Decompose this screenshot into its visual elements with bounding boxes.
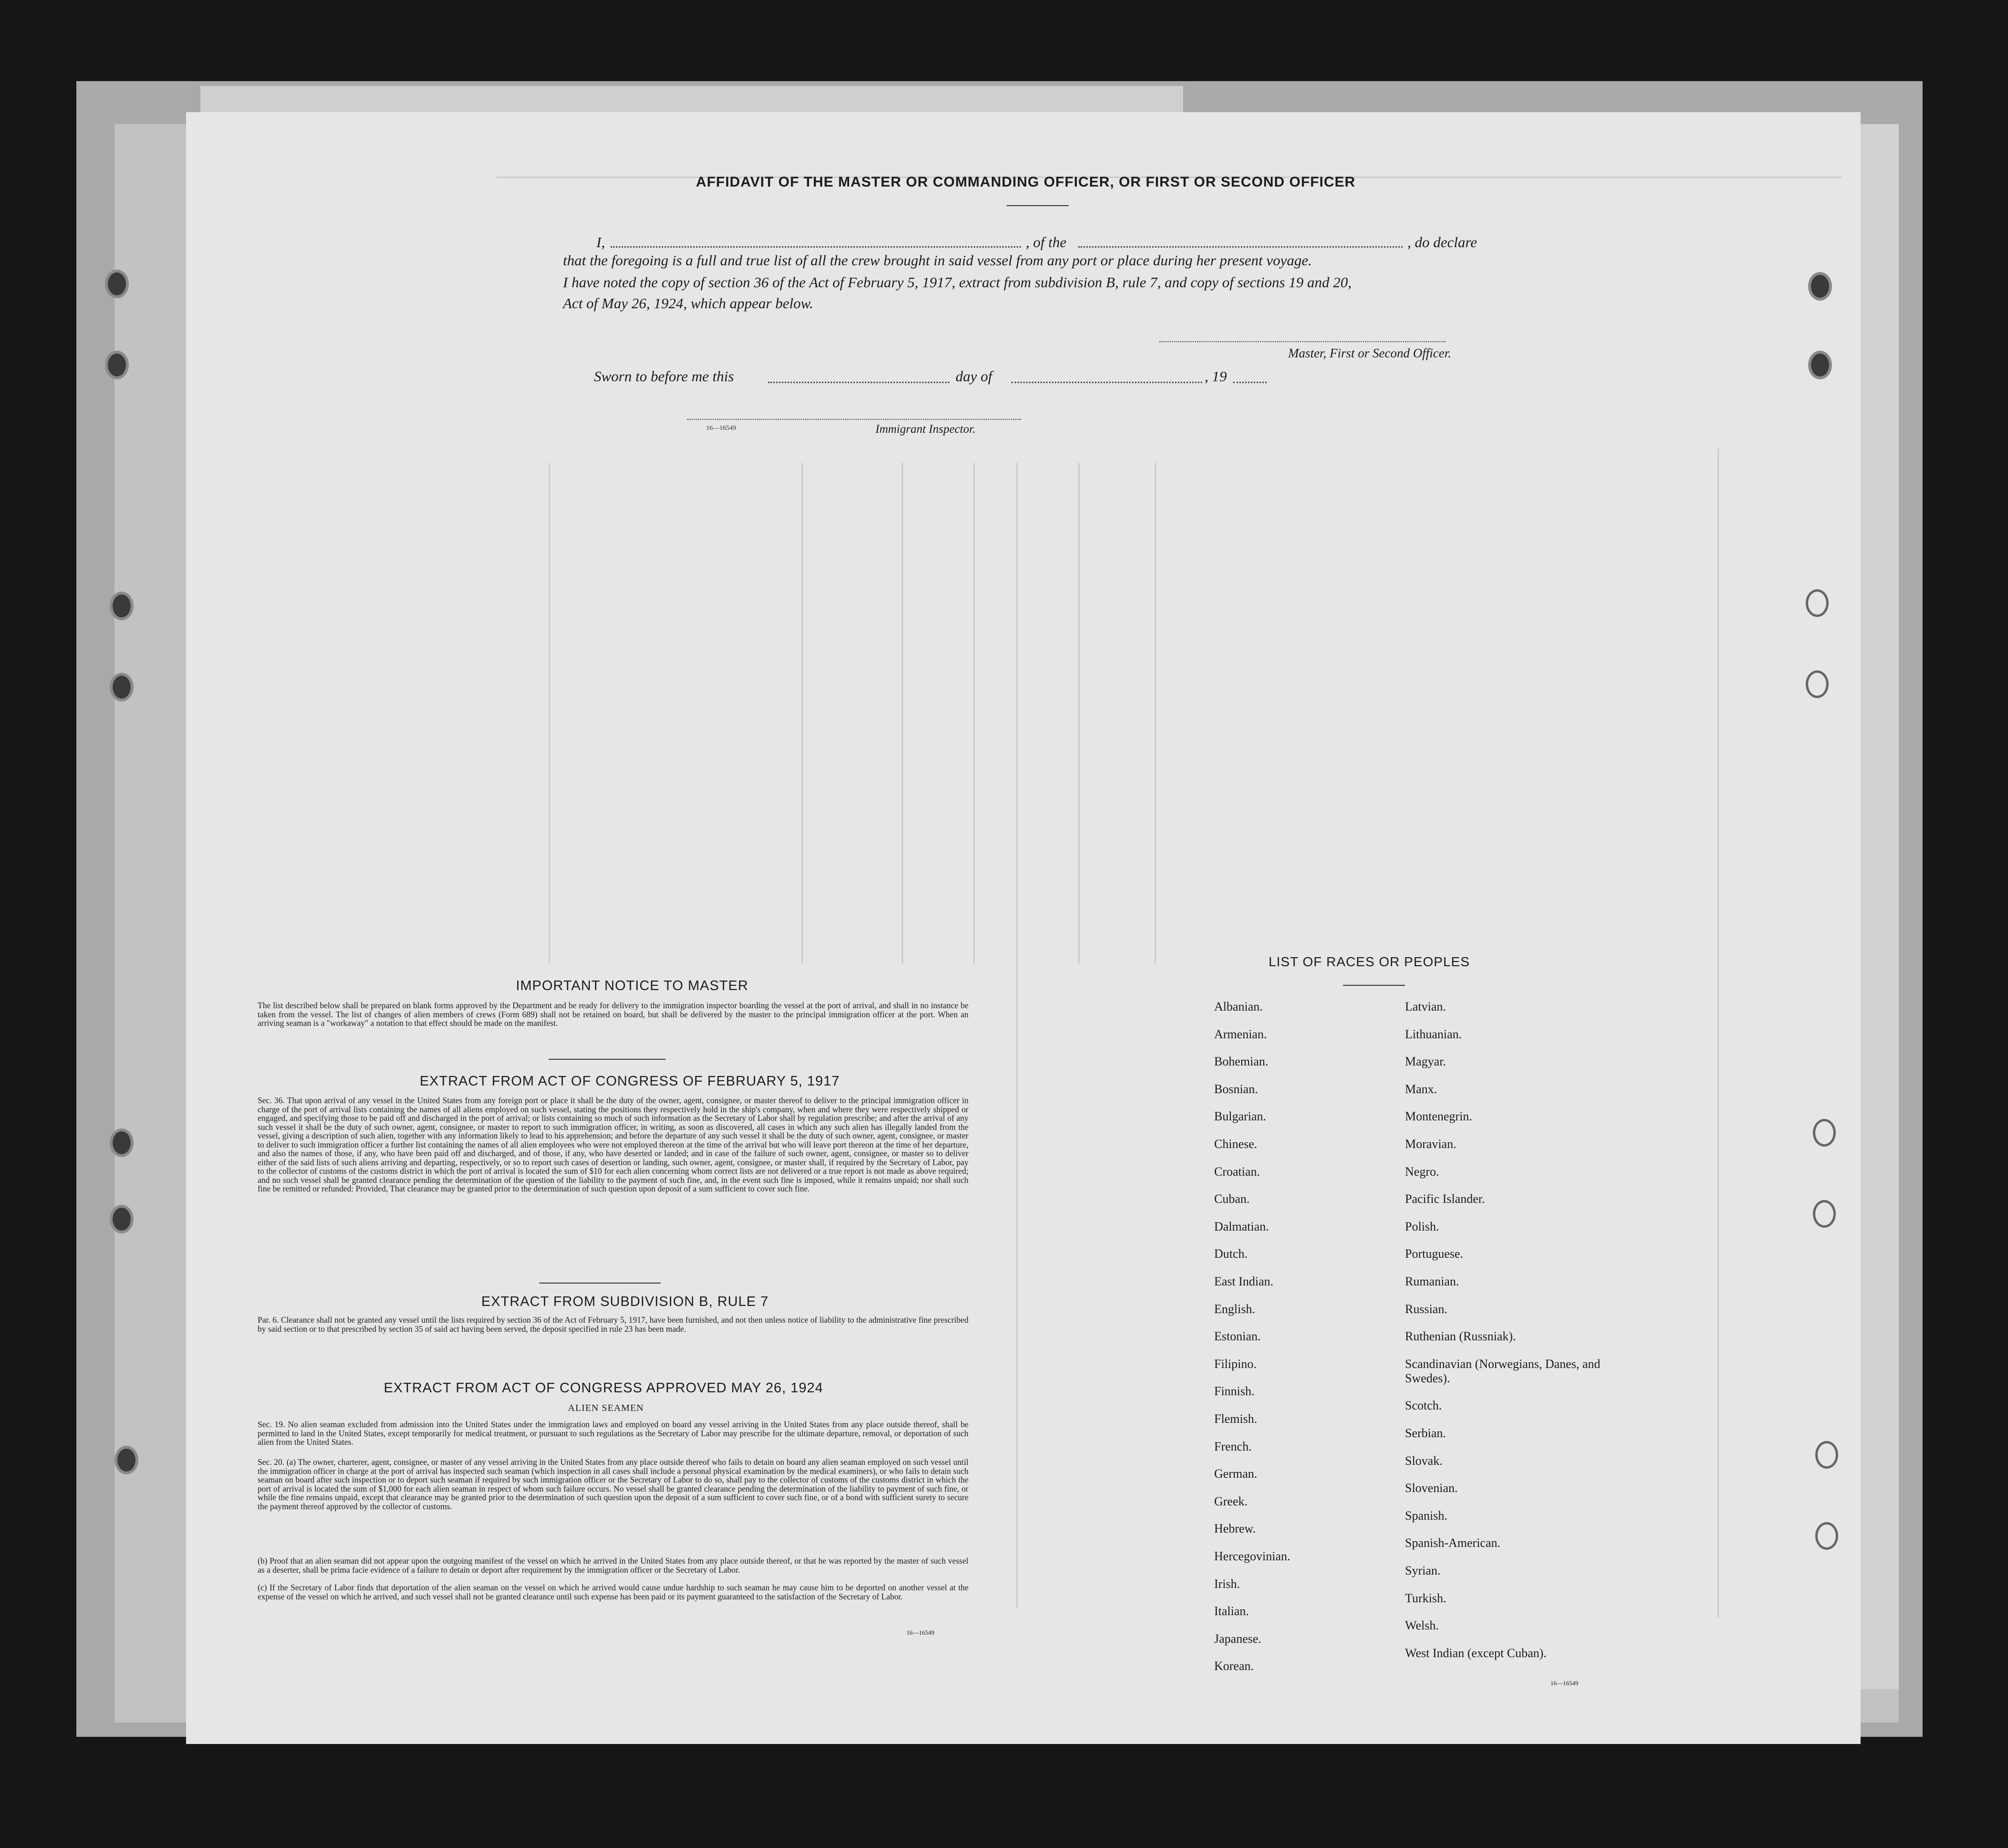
alien-seamen-subtitle: ALIEN SEAMEN	[568, 1403, 644, 1413]
bleed-line	[1717, 449, 1719, 1618]
extract-1924-sec20b: (b) Proof that an alien seaman did not appear upon the outgoing manifest of the vessel on which he arrived in the United States from any place outside thereof, or that he was reported by the master of such vessel as a deserter, shall be prima facie evidence of a failure to detain or deport after requirement by the immigration officer or the Secretary of Labor.	[258, 1556, 968, 1575]
race-item: Rumanian.	[1405, 1274, 1459, 1288]
race-item: Lithuanian.	[1405, 1027, 1462, 1041]
race-item: Russian.	[1405, 1302, 1447, 1316]
extract-1924-title: EXTRACT FROM ACT OF CONGRESS APPROVED MAY 26, 1924	[384, 1380, 823, 1396]
race-item: Pacific Islander.	[1405, 1192, 1485, 1206]
race-item: Negro.	[1405, 1164, 1439, 1179]
race-item: Dalmatian.	[1214, 1219, 1269, 1233]
punch-hole	[1813, 1119, 1836, 1147]
punch-hole	[110, 1205, 134, 1233]
punch-hole	[1806, 589, 1829, 617]
race-item: Montenegrin.	[1405, 1109, 1472, 1124]
race-item: Bosnian.	[1214, 1082, 1258, 1096]
race-item: Serbian.	[1405, 1426, 1446, 1440]
race-item: Slovenian.	[1405, 1481, 1458, 1495]
race-item: Manx.	[1405, 1082, 1437, 1096]
race-item: East Indian.	[1214, 1274, 1274, 1288]
race-item: Flemish.	[1214, 1412, 1258, 1426]
extract-1924-sec20c: (c) If the Secretary of Labor finds that deportation of the alien seaman on the vessel on which he arrived would cause undue hardship to such seaman he may cause him to be deported on another vessel at the expense of the vessel on which he arrived, and such vessel shall not be granted clearance until such expense has been paid or its payment guaranteed to the satisfaction of the Secretary of Labor.	[258, 1583, 968, 1601]
race-item: Moravian.	[1405, 1137, 1457, 1151]
race-item: Magyar.	[1405, 1055, 1446, 1069]
punch-hole	[105, 270, 129, 298]
race-item: Welsh.	[1405, 1618, 1439, 1633]
affidavit-line-4: Act of May 26, 1924, which appear below.	[563, 295, 813, 312]
affidavit-declare: , do declare	[1407, 234, 1477, 251]
day-of-label: day of	[956, 368, 992, 385]
name-field[interactable]	[611, 246, 1021, 248]
inspector-label: Immigrant Inspector.	[875, 423, 976, 436]
bleed-line	[549, 463, 550, 964]
race-item: Slovak.	[1405, 1453, 1443, 1468]
race-item: Spanish.	[1405, 1508, 1447, 1523]
affidavit-of-the: , of the	[1026, 234, 1067, 251]
race-item: Cuban.	[1214, 1192, 1250, 1206]
race-item: Croatian.	[1214, 1164, 1260, 1179]
punch-hole	[114, 1446, 138, 1474]
punch-hole	[1808, 351, 1832, 379]
bleed-line	[902, 463, 903, 964]
affidavit-line-2: that the foregoing is a full and true list of all the crew brought in said vessel from any port or place during her present voyage.	[563, 252, 1312, 269]
race-item: Polish.	[1405, 1219, 1439, 1233]
sworn-label: Sworn to before me this	[594, 368, 734, 385]
extract-1917-title: EXTRACT FROM ACT OF CONGRESS OF FEBRUARY 5, 1917	[419, 1074, 840, 1089]
race-item: Irish.	[1214, 1577, 1240, 1591]
year-label: , 19	[1205, 368, 1227, 385]
race-item: Chinese.	[1214, 1137, 1258, 1151]
extract-rule7-title: EXTRACT FROM SUBDIVISION B, RULE 7	[481, 1294, 769, 1309]
bleed-line	[973, 463, 975, 964]
race-item: Hebrew.	[1214, 1522, 1256, 1536]
extract-1924-sec19: Sec. 19. No alien seaman excluded from admission into the United States under the immigration laws and employed on board any vessel arriving in the United States from any place outside thereof, shall be permitted to land in the United States, except temporarily for medical treatment, or pursuant to such regulations as the Secretary of Labor may prescribe for the ultimate departure, removal, or deportation of such alien from the United States.	[258, 1420, 968, 1447]
divider	[1343, 985, 1405, 986]
affidavit-line-3: I have noted the copy of section 36 of the Act of February 5, 1917, extract from subdivision B, rule 7, and copy of sections 19 and 20,	[563, 274, 1352, 291]
punch-hole	[110, 673, 134, 701]
punch-hole	[110, 1128, 134, 1157]
sworn-month-field[interactable]	[1011, 382, 1202, 383]
race-item: German.	[1214, 1467, 1258, 1481]
race-item: Filipino.	[1214, 1357, 1257, 1371]
race-item: Ruthenian (Russniak).	[1405, 1329, 1516, 1344]
race-item: Dutch.	[1214, 1247, 1248, 1261]
notice-title: IMPORTANT NOTICE TO MASTER	[516, 978, 749, 993]
race-item: Greek.	[1214, 1494, 1248, 1508]
races-title: LIST OF RACES OR PEOPLES	[1269, 954, 1470, 969]
punch-hole	[1813, 1200, 1836, 1228]
race-item: Hercegovinian.	[1214, 1549, 1290, 1563]
extract-rule7-text: Par. 6. Clearance shall not be granted any vessel until the lists required by section 36 of the Act of February 5, 1917, have been furnished, and not then unless notice of liability to the administrative fine prescribed by said section or to that prescribed by section 35 of said act having been served, the deposit specified in rule 23 has been made.	[258, 1315, 968, 1334]
race-item: Latvian.	[1405, 1000, 1446, 1013]
race-item: Estonian.	[1214, 1329, 1261, 1344]
bleed-line	[1016, 463, 1018, 1608]
race-item: Armenian.	[1214, 1027, 1267, 1041]
race-item: West Indian (except Cuban).	[1405, 1646, 1547, 1660]
inspector-signature-field[interactable]	[687, 419, 1021, 420]
notice-text: The list described below shall be prepared on blank forms approved by the Department and be ready for delivery to the immigration inspector boarding the vessel at the port of arrival, and shall in no instance be taken from the vessel. The list of changes of alien members of crews (Form 689) shall not be retained on board, but shall be delivered by the master to the principal immigration officer at the port. When an arriving seaman is a "workaway" a notation to that effect should be made on the manifest.	[258, 1001, 968, 1028]
race-item: Finnish.	[1214, 1384, 1255, 1399]
signature-field[interactable]	[1159, 341, 1446, 342]
divider	[1007, 205, 1069, 206]
signature-label: Master, First or Second Officer.	[1288, 346, 1451, 360]
sworn-year-field[interactable]	[1233, 382, 1267, 383]
bleed-line	[1078, 463, 1080, 964]
divider	[549, 1059, 666, 1060]
race-item: Scotch.	[1405, 1399, 1442, 1413]
bleed-line	[1155, 463, 1156, 964]
bleed-line	[801, 463, 803, 964]
extract-1917-text: Sec. 36. That upon arrival of any vessel in the United States from any foreign port or place it shall be the duty of the owner, agent, consignee, or master thereof to deliver to the principal immigration officer in charge of the port of arrival lists containing the names of all aliens employed on such vessel, stating the positions they respectively hold in the ship's company, when and where they were respectively shipped or engaged, and specifying those to be paid off and discharged in the port of arrival; or lists containing so much of such information as the Secretary of Labor shall by regulation prescribe; and after the arrival of any such vessel it shall be the duty of such owner, agent, consignee, or master to report to such immigration officer, in writing, as soon as discovered, all cases in which any such alien has illegally landed from the vessel, giving a description of such alien, together with any information likely to lead to his apprehension; and before the departure of any such vessel it shall be the duty of such owner, agent, consignee, or master to deliver to such immigration officer a further list containing the names of all alien employees who were not employed thereon at the time of the arrival but who will leave port thereon at the time of her departure, and also the names of those, if any, who have been paid off and discharged, and of those, if any, who have deserted or landed; and in case of the failure of such owner, agent, consignee, or master so to deliver either of the said lists of such aliens arriving and departing, respectively, or so to report such cases of desertion or landing, such owner, agent, consignee, or master shall, if required by the Secretary of Labor, pay to the collector of customs of the customs district in which the port of arrival is located the sum of $10 for each alien concerning whom correct lists are not delivered or a true report is not made as above required; and no such vessel shall be granted clearance pending the determination of the question of the liability to the payment of such fine, and, in the event such fine is imposed, while it remains unpaid; nor shall such fine be remitted or refunded: Provided, That clearance may be granted prior to the determination of such question upon deposit of a sum sufficient to cover such fine.	[258, 1096, 968, 1193]
punch-hole	[1815, 1441, 1838, 1469]
race-item: Spanish-American.	[1405, 1536, 1501, 1550]
race-item: English.	[1214, 1302, 1255, 1316]
form-code: 16—16549	[706, 425, 736, 432]
race-item: French.	[1214, 1439, 1252, 1453]
race-item: Albanian.	[1214, 1000, 1263, 1013]
punch-hole	[110, 592, 134, 620]
affidavit-title: AFFIDAVIT OF THE MASTER OR COMMANDING OFFICER, OR FIRST OR SECOND OFFICER	[696, 174, 1356, 190]
punch-hole	[105, 351, 129, 379]
race-item: Bohemian.	[1214, 1055, 1269, 1069]
punch-hole	[1815, 1522, 1838, 1550]
race-item: Bulgarian.	[1214, 1109, 1267, 1124]
race-item: Italian.	[1214, 1604, 1249, 1618]
extract-1924-sec20a: Sec. 20. (a) The owner, charterer, agent, consignee, or master of any vessel arriving in the United States from any place outside thereof who fails to detain on board any alien seaman employed on such vessel until the immigration officer in charge at the port of arrival has inspected such seaman (which inspection in all cases shall include a personal physical examination by the medical examiners), or who fails to detain such seaman on board after such inspection or to deport such seaman if required by such immigration officer or the Secretary of Labor to do so, shall pay to the collector of customs of the customs district in which the port of arrival is located the sum of $1,000 for each alien seaman in respect of whom such failure occurs. No vessel shall be granted clearance pending the determination of the liability to payment of such fine, or while the fine remains unpaid, except that clearance may be granted prior to the determination of such question upon the deposit of a sum sufficient to cover such fine, or of a bond with sufficient surety to secure the payment thereof approved by the collector of customs.	[258, 1457, 968, 1511]
punch-hole	[1808, 272, 1832, 301]
race-item: Japanese.	[1214, 1631, 1261, 1646]
affidavit-i: I,	[596, 234, 605, 251]
divider	[539, 1283, 661, 1284]
sworn-day-field[interactable]	[768, 382, 949, 383]
race-item: Turkish.	[1405, 1591, 1446, 1605]
race-item: Korean.	[1214, 1659, 1254, 1673]
race-item: Syrian.	[1405, 1564, 1441, 1577]
vessel-field[interactable]	[1078, 246, 1403, 248]
race-item: Scandinavian (Norwegians, Danes, and Swedes).	[1405, 1357, 1601, 1385]
race-item: Portuguese.	[1405, 1247, 1464, 1261]
punch-hole	[1806, 670, 1829, 698]
form-code: 16—16549	[1550, 1680, 1579, 1687]
form-code: 16—16549	[906, 1629, 935, 1636]
